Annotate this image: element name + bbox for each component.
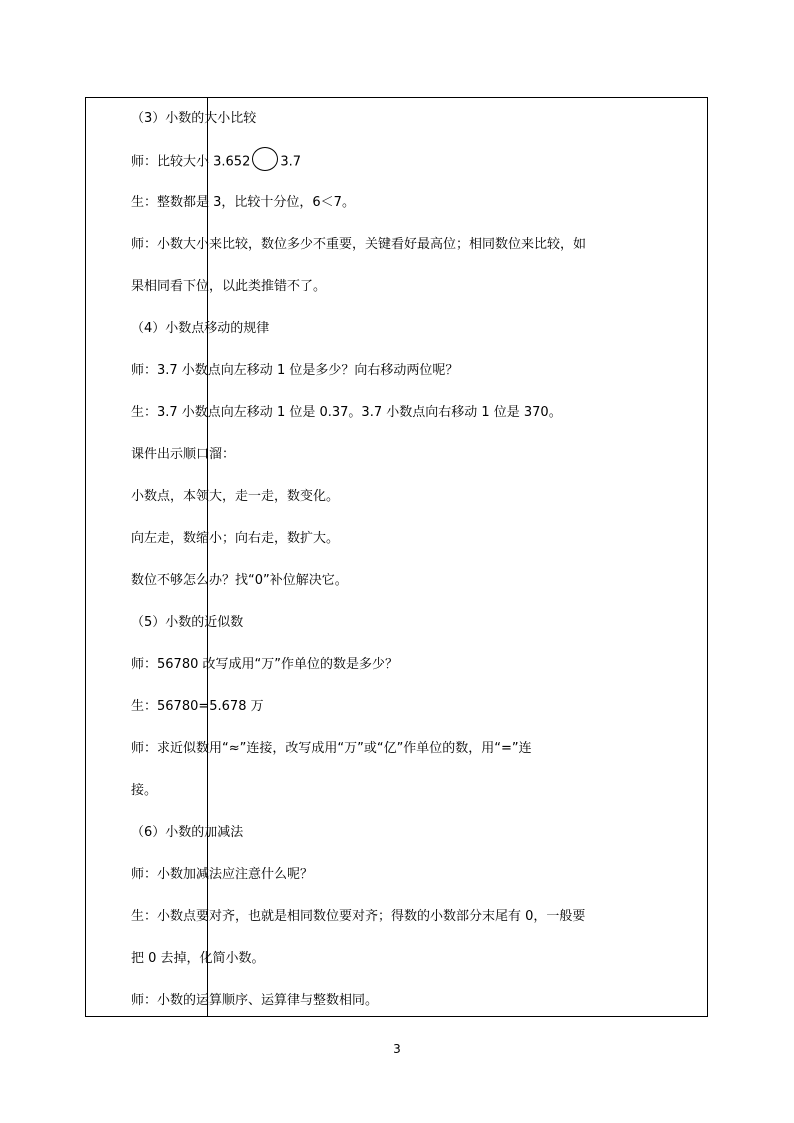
section-heading-approximation: （5）小数的近似数 <box>131 615 244 630</box>
student-line-rewrite-answer: 生：56780=5.678 万 <box>131 699 264 714</box>
comparison-circle <box>252 147 278 171</box>
section-heading-add-subtract: （6）小数的加减法 <box>131 825 244 840</box>
student-line-add-answer-2: 把 0 去掉，化简小数。 <box>131 951 265 966</box>
teacher-line-approx-rule-2: 接。 <box>131 783 158 798</box>
rhyme-intro: 课件出示顺口溜： <box>131 447 236 462</box>
teacher-line-approx-rule-1: 师：求近似数用“≈”连接，改写成用“万”或“亿”作单位的数，用“=”连 <box>131 741 532 756</box>
student-line-move-answer: 生：3.7 小数点向左移动 1 位是 0.37。3.7 小数点向右移动 1 位是 370。 <box>131 405 562 420</box>
teacher-line-add-question: 师：小数加减法应注意什么呢？ <box>131 867 314 882</box>
teacher-line-move-question: 师：3.7 小数点向左移动 1 位是多少？向右移动两位呢？ <box>131 363 459 378</box>
section-heading-decimal-comparison: （3）小数的大小比较 <box>131 111 257 126</box>
student-line-add-answer-1: 生：小数点要对齐，也就是相同数位要对齐；得数的小数部分末尾有 0，一般要 <box>131 909 586 924</box>
teacher-line-compare <box>131 153 301 171</box>
teacher-line-rewrite-question: 师：56780 改写成用“万”作单位的数是多少？ <box>131 657 398 672</box>
section-heading-decimal-point-move: （4）小数点移动的规律 <box>131 321 270 336</box>
teacher-line-operation-order: 师：小数的运算顺序、运算律与整数相同。 <box>131 993 379 1008</box>
compare-value: 3.7 <box>280 154 302 170</box>
teacher-line-rule-1: 师：小数大小来比较，数位多少不重要，关键看好最高位；相同数位来比较，如 <box>131 237 587 252</box>
teacher-line-rule-2: 果相同看下位，以此类推错不了。 <box>131 279 327 294</box>
compare-prompt: 师：比较大小 3.652 <box>131 154 251 170</box>
rhyme-line-2: 向左走，数缩小；向右走，数扩大。 <box>131 531 340 546</box>
rhyme-line-3: 数位不够怎么办？找“0”补位解决它。 <box>131 573 348 588</box>
page-number: 3 <box>393 1042 401 1056</box>
student-line-compare: 生：整数都是 3，比较十分位，6＜7。 <box>131 195 355 210</box>
rhyme-line-1: 小数点，本领大，走一走，数变化。 <box>131 489 340 504</box>
